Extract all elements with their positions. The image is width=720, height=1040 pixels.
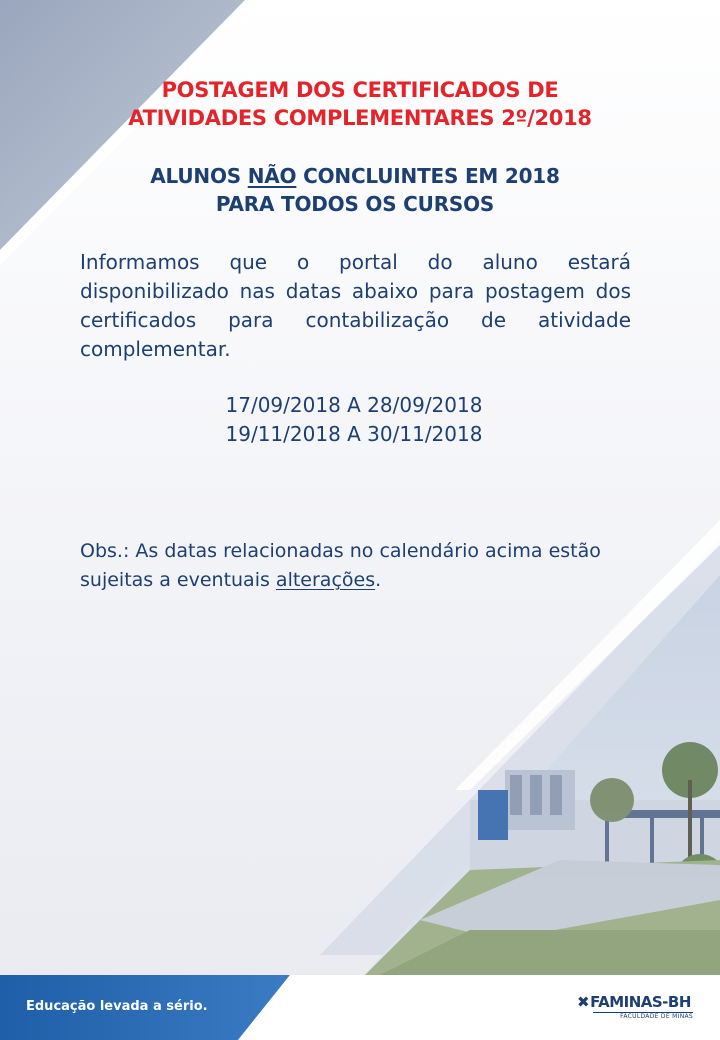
page-title (60, 76, 660, 132)
audience-heading (60, 162, 650, 218)
faminas-logo (577, 993, 693, 1023)
audience-line-1: ALUNOS NÃO CONCLUINTES EM 2018 (150, 164, 560, 188)
title-line-2: ATIVIDADES COMPLEMENTARES 2º/2018 (128, 106, 592, 130)
title-line-1: POSTAGEM DOS CERTIFICADOS DE (161, 78, 559, 102)
logo-name: FAMINAS-BH (590, 993, 691, 1011)
audience-line-2: PARA TODOS OS CURSOS (215, 192, 495, 216)
date-period-1: 17/09/2018 A 28/09/2018 (225, 393, 483, 417)
date-period-2: 19/11/2018 A 30/11/2018 (225, 422, 483, 446)
logo-mark-icon: ✖ (577, 993, 590, 1011)
emphasis-alteracoes: alterações (275, 569, 376, 591)
logo-subtitle: FACULDADE DE MINAS (620, 1013, 693, 1020)
observation-note: Obs.: As datas relacionadas no calendário acima estão sujeitas a eventuais alterações. (80, 540, 601, 591)
emphasis-nao: NÃO (247, 164, 297, 188)
date-periods (80, 391, 628, 449)
footer-slogan: Educação levada a sério. (26, 999, 208, 1014)
announcement-paragraph: Informamos que o portal do aluno estará disponibilizado nas datas abaixo para postagem dos certificados para contabilização de atividade complementar. (80, 250, 631, 361)
